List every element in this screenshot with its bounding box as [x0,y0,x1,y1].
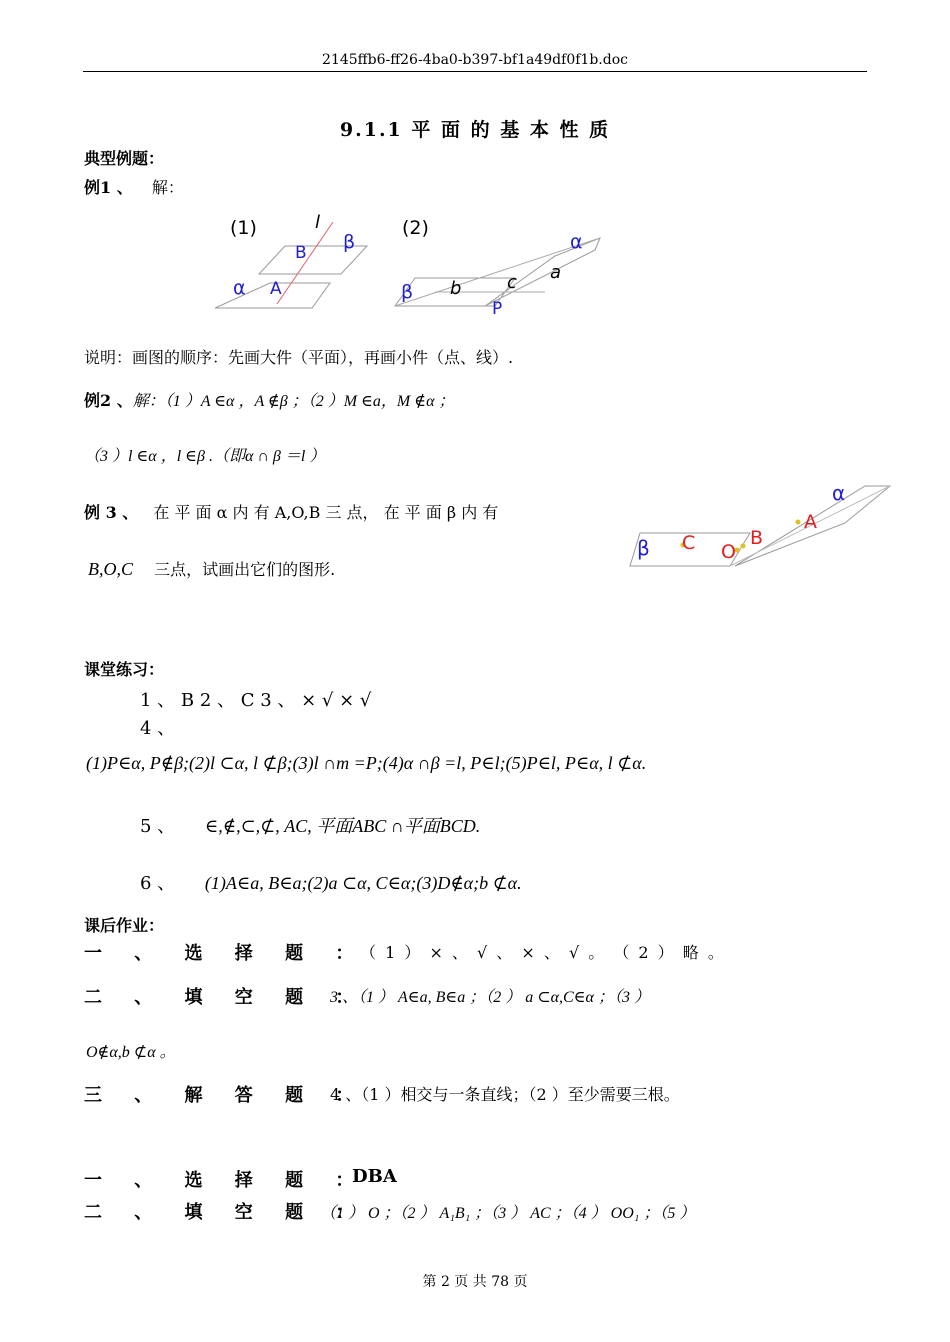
example-3-line-2 [88,557,335,580]
example-2-line-2 [84,443,325,466]
label-A: A [270,279,282,299]
homework-h1-label: 一 、 选 择 题 ： [84,943,367,964]
section-practice-heading: 课堂练习： [84,660,165,679]
fig1-label-2: (2) [402,217,429,239]
example-2-label: 例2 、 [84,391,133,410]
label-c: c [507,272,517,293]
label-A-3: A [804,511,817,533]
fig1-label-1: (1) [230,217,257,239]
example-1-text: 解： [151,178,184,197]
label-a: a [550,262,562,283]
practice-answers-1-3: 1 、 B 2 、 C 3 、 × √ × √ [140,690,372,711]
label-alpha-3: α [832,481,846,505]
homework-h1-answer: （ 1 ） × 、 √ 、 × 、 √ 。 （ 2 ） 略 。 [360,943,726,962]
practice-q5-answer: ∈,∉,⊂,⊄, AC, 平面ABC ∩平面BCD. [204,816,481,836]
practice-q6 [140,869,522,895]
document-filename: 2145ffb6-ff26-4ba0-b397-bf1a49df0f1b.doc [322,52,628,68]
label-C-3: C [682,532,696,554]
part2-h2-label: 二 、 填 空 题 ： [84,1202,367,1223]
label-O-3: O [721,541,736,563]
example-1-label: 例1 、 [84,178,133,197]
label-alpha-2: α [570,231,583,253]
homework-h2-continued: O∉α,b ⊄α 。 [86,1044,176,1061]
practice-q4-label: 4 、 [140,718,176,739]
label-beta: β [343,231,356,253]
example-3-text-1: 在 平 面 α 内 有 A,O,B 三 点， 在 平 面 β 内 有 [153,503,499,522]
header-divider [83,71,867,72]
homework-h2-answer: 3 、（1 ） A∈a, B∈a ；（2 ） a ⊂α,C∈α ；（3 ） [330,989,650,1006]
part2-h1-label: 一 、 选 择 题 ： [84,1170,367,1191]
example-3-label: 例 3 、 [84,503,139,522]
practice-q6-label: 6 、 [140,873,176,894]
point-B [741,544,746,549]
label-beta-3: β [637,536,650,560]
label-B: B [295,243,307,263]
example-1 [84,175,184,198]
point-A [796,520,801,525]
label-l: l [315,212,321,233]
example-3-text-2: 三点，试画出它们的图形. [154,560,336,579]
example-2-answer-1: 解：（1 ）A ∈α ，A ∉β ；（2 ）M ∈a，M ∉α ； [132,393,455,410]
example-2-line-1 [84,388,455,411]
label-alpha: α [233,277,246,299]
example-2-answer-2: （3 ）l ∈α ，l ∈β .（即α ∩ β ＝l ） [84,448,326,465]
example-3-points: B,O,C [88,559,133,579]
page-footer: 第 2 页 共 78 页 [422,1274,528,1290]
label-P: P [492,299,503,319]
practice-q4-answer: (1)P∈α, P∉β;(2)l ⊂α, l ⊄β;(3)l ∩m =P;(4)α ∩β =l, P∈l;(5)P∈l, P∈α, l ⊄α. [86,753,647,773]
part2-h2-answer: （1 ） O ；（2 ） A₁B₁ ；（3 ） AC ；（4 ） OO₁ ；（5 ） [320,1205,696,1222]
page-title: 9.1.1 平 面 的 基 本 性 质 [339,119,611,141]
section-homework-heading: 课后作业： [84,916,165,935]
part2-h1-answer: DBA [352,1166,397,1187]
practice-q5-label: 5 、 [140,816,176,837]
figure-example-3 [625,478,895,573]
homework-h2-label: 二 、 填 空 题 ： [84,987,367,1008]
practice-q6-answer: (1)A∈a, B∈a;(2)a ⊂α, C∈α;(3)D∉α;b ⊄α. [204,873,522,893]
section-examples-heading: 典型例题： [84,149,165,168]
line-l [277,222,333,304]
label-B-3: B [750,527,764,549]
drawing-note: 说明：画图的顺序：先画大件（平面），再画小件（点、线）. [84,348,514,367]
practice-q5 [140,812,480,838]
homework-h3-label: 三 、 解 答 题 ： [84,1085,367,1106]
example-3-line-1 [84,500,498,523]
label-beta-2: β [401,281,414,303]
homework-h3-answer: 4 、（1 ）相交与一条直线；（2 ）至少需要三根。 [330,1085,680,1104]
figure-example-1 [215,208,615,323]
label-b: b [450,278,462,299]
